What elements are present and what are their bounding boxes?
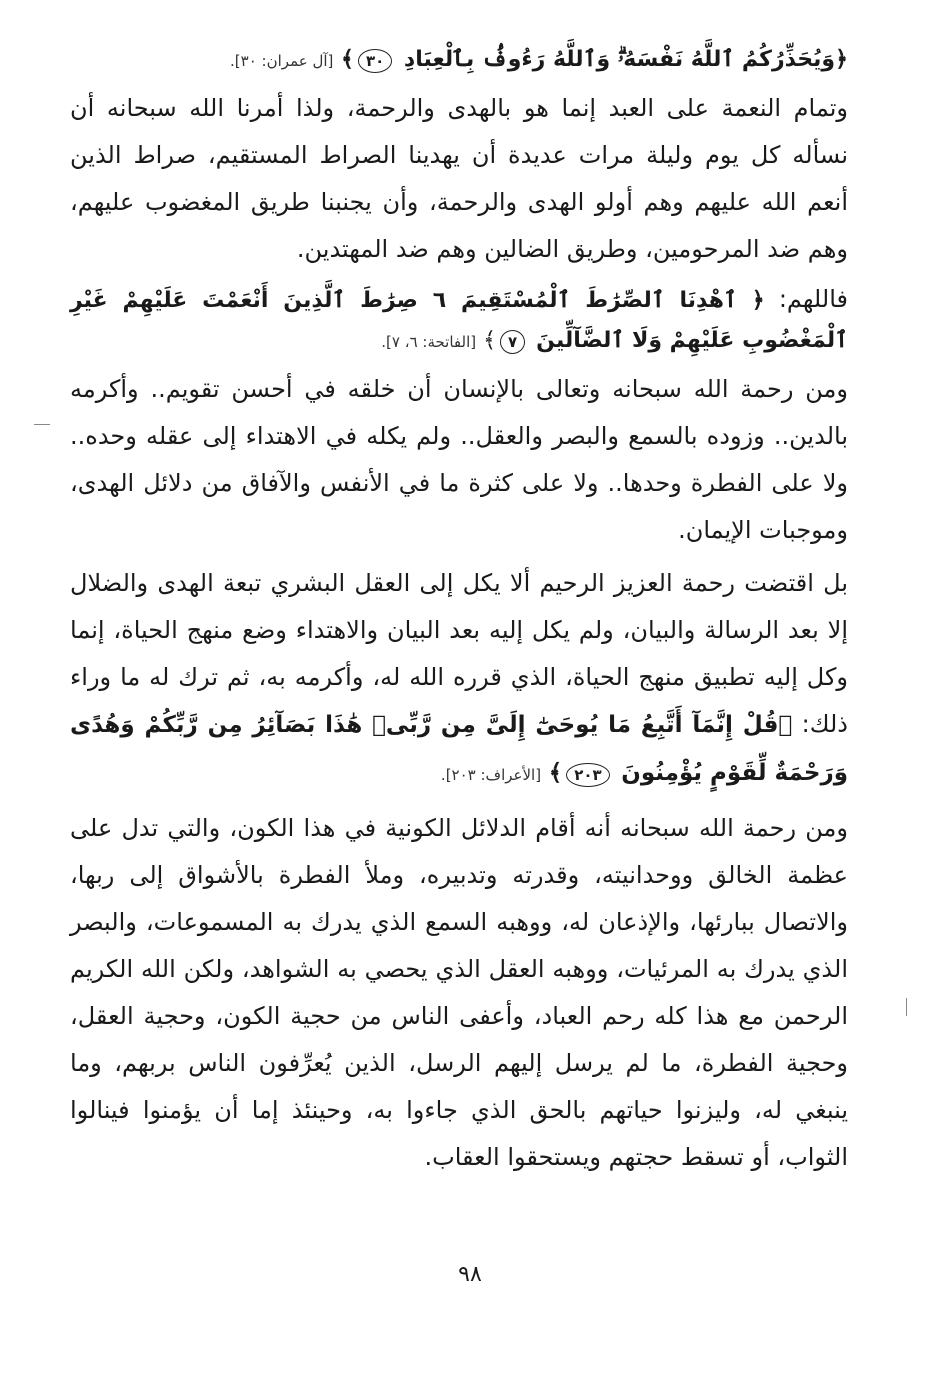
verse-reference: [آل عمران: ٣٠]. <box>230 52 334 70</box>
top-verse <box>70 40 848 81</box>
fatiha-verse <box>70 279 848 362</box>
araf-verse-text: ﴿قُلْ إِنَّمَآ أَتَّبِعُ مَا يُوحَىٰٓ إِلَىَّ مِن رَّبِّىۚ هَٰذَا بَصَآئِرُ مِن رَّبِّكُمْ وَهُدًى وَرَحْمَةٌ لِّقَوْمٍ يُؤْمِنُونَ <box>70 712 848 786</box>
margin-mark <box>34 424 50 425</box>
ayah-number-marker: ٢٠٣ <box>566 763 609 787</box>
paragraph-3 <box>70 560 848 799</box>
page-body <box>70 40 848 1187</box>
verse-close-bracket: ﴾ <box>483 328 497 353</box>
fatiha-verse-text: ﴿ ٱهْدِنَا ٱلصِّرَٰطَ ٱلْمُسْتَقِيمَ ٦ صِرَٰطَ ٱلَّذِينَ أَنْعَمْتَ عَلَيْهِمْ غَيْرِ ٱلْمَغْضُوبِ عَلَيْهِمْ وَلَا ٱلضَّآلِّينَ <box>70 288 848 353</box>
verse-reference: [الفاتحة: ٦، ٧]. <box>381 333 477 351</box>
paragraph-1: وتمام النعمة على العبد إنما هو بالهدى والرحمة، ولذا أمرنا الله سبحانه أن نسأله كل يوم وليلة مرات عديدة أن يهدينا الصراط المستقيم، صراط الذين أنعم الله عليهم وهم أولو الهدى والرحمة، وأن يجنبنا طريق المغضوب عليهم، وهم ضد المرحومين، وطريق الضالين وهم ضد المهتدين. <box>70 94 848 263</box>
fatiha-lead: فاللهم: <box>778 285 848 313</box>
ayah-number-marker: ٧ <box>500 330 525 354</box>
top-verse-text: ﴿وَيُحَذِّرُكُمُ ٱللَّهُ نَفْسَهُۥۗ وَٱللَّهُ رَءُوفُۢ بِٱلْعِبَادِ <box>403 47 848 72</box>
verse-close-bracket: ﴾ <box>341 47 354 72</box>
margin-mark <box>906 998 907 1016</box>
verse-close-bracket: ﴾ <box>548 760 563 786</box>
ayah-number-marker: ٣٠ <box>358 49 392 73</box>
page-number: ٩٨ <box>458 1262 482 1287</box>
paragraph-2: ومن رحمة الله سبحانه وتعالى بالإنسان أن خلقه في أحسن تقويم.. وأكرمه بالدين.. وزوده بالسمع والبصر والعقل.. ولم يكله في الاهتداء إلى عقله وحده.. ولا على الفطرة وحدها.. ولا على كثرة ما في الأنفس والآفاق من دلائل الهدى، وموجبات الإيمان. <box>70 375 848 544</box>
paragraph-3-text: بل اقتضت رحمة العزيز الرحيم ألا يكل إلى العقل البشري تبعة الهدى والضلال إلا بعد الرسالة والبيان، ولم يكل إليه بعد البيان والاهتداء وضع منهج الحياة، إنما وكل إليه تطبيق منهج الحياة، الذي قرره الله له، وأكرمه به، ثم ترك له ما وراء ذلك: <box>70 569 848 738</box>
verse-reference: [الأعراف: ٢٠٣]. <box>440 766 542 784</box>
paragraph-4: ومن رحمة الله سبحانه أنه أقام الدلائل الكونية في هذا الكون، والتي تدل على عظمة الخالق ووحدانيته، وقدرته وتدبيره، وملأ الفطرة بالأشواق إلى ربها، والاتصال ببارئها، والإذعان له، ووهبه السمع الذي يدرك به المسموعات، والبصر الذي يدرك به المرئيات، ووهبه العقل الذي يحصي به الشواهد، ولكن الله الكريم الرحمن مع هذا كله رحم العباد، وأعفى الناس من حجية الكون، وحجية العقل، وحجية الفطرة، ما لم يرسل إليهم الرسل، الذين يُعرِّفون الناس بربهم، وما ينبغي له، وليزنوا حياتهم بالحق الذي جاءوا به، وحينئذ إما أن يؤمنوا فينالوا الثواب، أو تسقط حجتهم ويستحقوا العقاب. <box>70 814 848 1171</box>
